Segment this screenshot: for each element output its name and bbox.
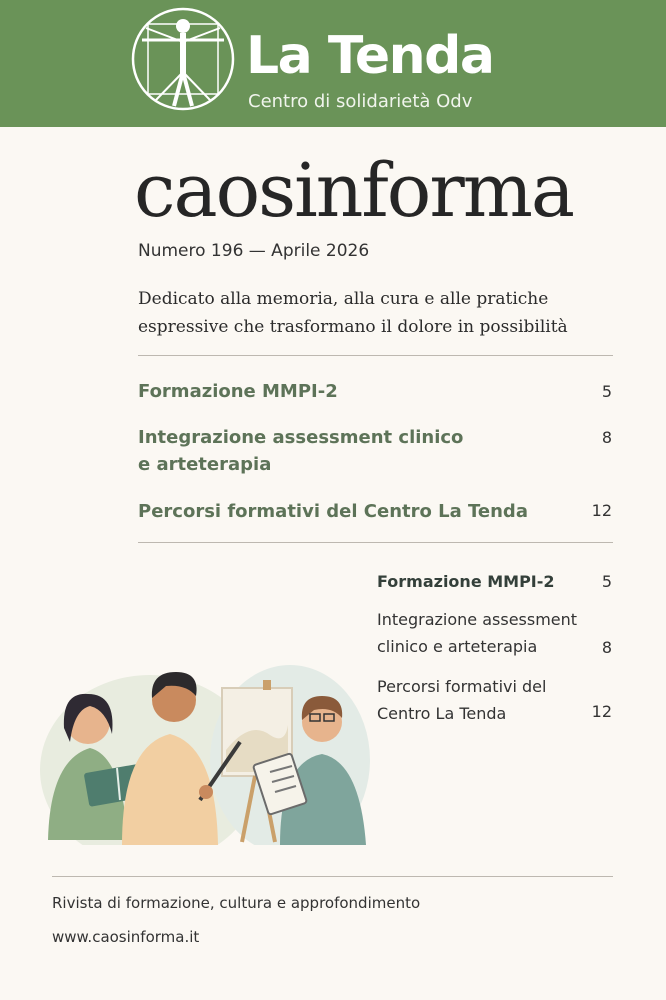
- tagline: Dedicato alla memoria, alla cura e alle pratiche espressive che trasformano il dolore in possibilità: [138, 289, 568, 337]
- toc-secondary-page: 5: [601, 572, 612, 591]
- issue-info: Numero 196 — Aprile 2026: [138, 241, 370, 261]
- toc-secondary-title[interactable]: Formazione MMPI-2: [377, 572, 555, 591]
- toc-item-title[interactable]: Formazione MMPI-2: [138, 381, 338, 402]
- toc-secondary-page: 8: [601, 638, 612, 657]
- footer-description: Rivista di formazione, cultura e approfondimento: [52, 894, 421, 912]
- brand-subtitle: Centro di solidarietà Odv: [248, 91, 473, 112]
- divider-top: [138, 355, 613, 356]
- toc-secondary-page: 12: [591, 702, 612, 721]
- footer-url[interactable]: www.caosinforma.it: [52, 928, 200, 946]
- toc-item-page: 5: [601, 382, 612, 401]
- toc-item-title[interactable]: Percorsi formativi del Centro La Tenda: [138, 501, 528, 522]
- brand-name: La Tenda: [246, 26, 494, 86]
- divider-bottom: [52, 876, 613, 877]
- divider-middle: [138, 542, 613, 543]
- magazine-title: caosinforma: [134, 148, 574, 234]
- toc-secondary-title[interactable]: Percorsi formativi del Centro La Tenda: [377, 677, 547, 723]
- people-illustration: [30, 650, 375, 845]
- toc-secondary-title[interactable]: Integrazione assessment clinico e arteterapia: [377, 610, 578, 656]
- toc-item-title[interactable]: Integrazione assessment clinico e arteterapia: [138, 427, 464, 475]
- header-banner: [0, 0, 666, 127]
- toc-item-page: 8: [601, 428, 612, 447]
- vitruvian-man-logo-icon: [130, 6, 236, 112]
- toc-item-page: 12: [591, 501, 612, 520]
